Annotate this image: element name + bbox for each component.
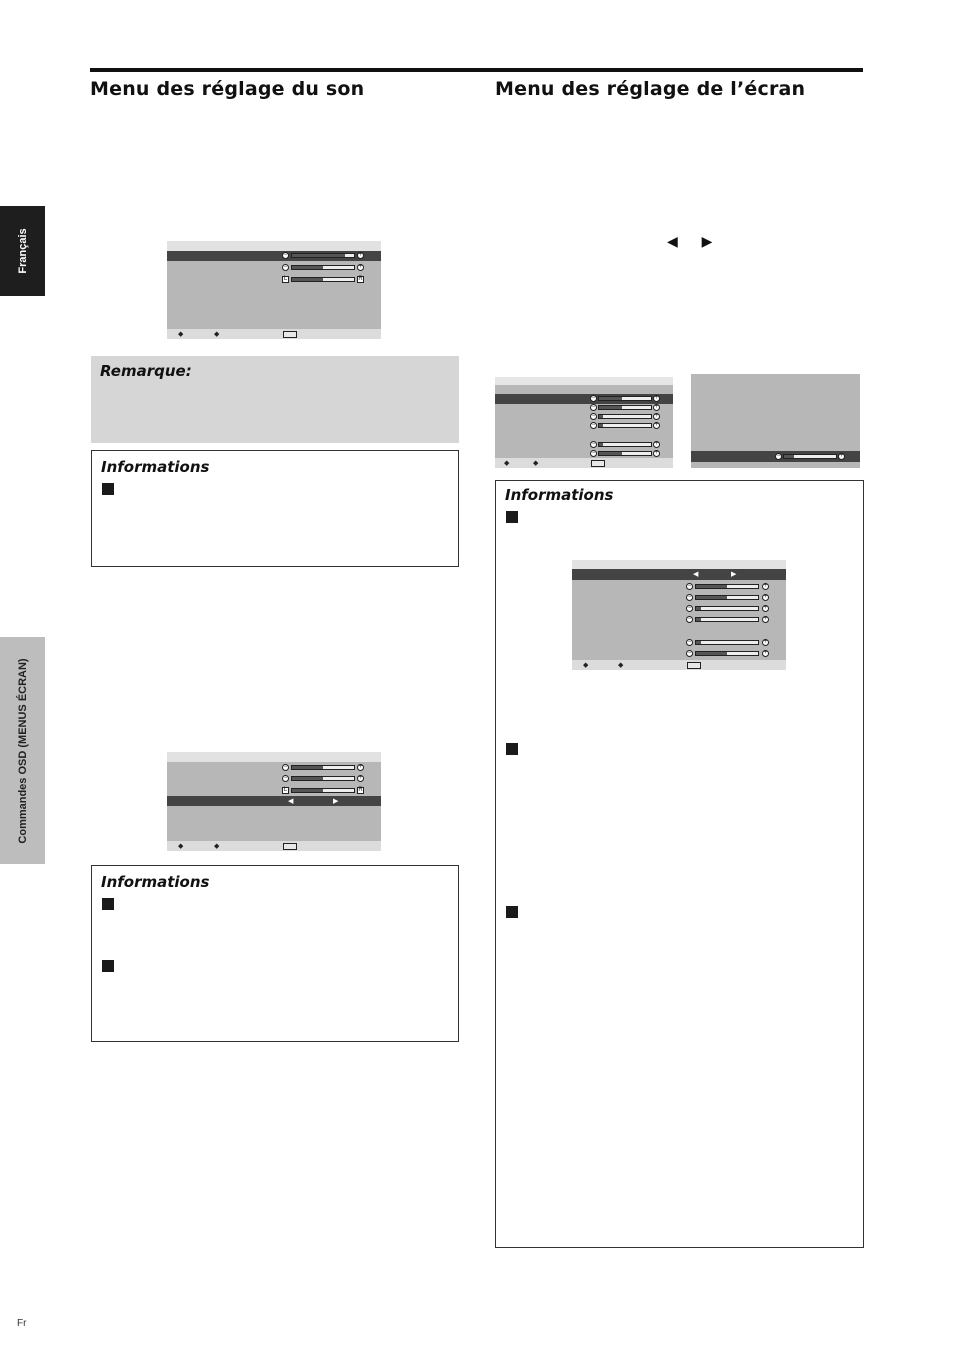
slider-bar[interactable] (291, 765, 355, 770)
info-box-3 (495, 480, 864, 1248)
plus-icon[interactable]: + (763, 583, 768, 589)
info-title: Informations (101, 873, 210, 891)
slider-fill (696, 618, 701, 621)
slider-fill (292, 766, 323, 769)
minus-icon[interactable]: − (283, 775, 288, 781)
plus-icon[interactable]: + (654, 450, 659, 456)
slider-bar[interactable] (291, 253, 355, 258)
osd-screen-menu-info (572, 560, 786, 670)
slider-fill (292, 254, 345, 257)
osd-selected-row (167, 796, 381, 806)
osd-footer (572, 660, 786, 670)
left-right-icon: ◆ (533, 460, 539, 467)
osd-screen-menu (495, 377, 673, 468)
info-box-1 (91, 450, 459, 567)
minus-icon[interactable]: − (283, 764, 288, 770)
slider-bar[interactable] (598, 396, 652, 401)
remarque-box (91, 356, 459, 443)
left-right-arrows-icon: ◀ ▶ (667, 233, 723, 249)
osd-footer (167, 841, 381, 851)
arrow-left-icon[interactable]: ◀ (288, 798, 294, 805)
top-rule (90, 68, 863, 72)
bullet-icon (506, 511, 518, 523)
bullet-icon (102, 960, 114, 972)
minus-icon[interactable]: − (687, 639, 692, 645)
plus-icon[interactable]: + (839, 453, 844, 459)
ok-button-icon (687, 662, 701, 669)
minus-icon[interactable]: − (591, 441, 596, 447)
plus-icon[interactable]: + (358, 264, 363, 270)
plus-icon[interactable]: + (358, 775, 363, 781)
right-mark: R (358, 787, 363, 793)
right-mark: R (358, 276, 363, 282)
page-lang-code: Fr (17, 1318, 27, 1329)
slider-bar[interactable] (598, 405, 652, 410)
bullet-icon (506, 906, 518, 918)
info-box-2 (91, 865, 459, 1042)
bullet-icon (506, 743, 518, 755)
slider-fill (599, 406, 622, 409)
slider-fill (599, 424, 603, 427)
minus-icon[interactable]: − (776, 453, 781, 459)
ok-button-icon (283, 843, 297, 850)
minus-icon[interactable]: − (283, 264, 288, 270)
slider-fill (696, 585, 727, 588)
plus-icon[interactable]: + (654, 404, 659, 410)
minus-icon[interactable]: − (283, 252, 288, 258)
plus-icon[interactable]: + (763, 594, 768, 600)
osd-footer (167, 329, 381, 339)
slider-bar[interactable] (695, 584, 759, 589)
plus-icon[interactable]: + (763, 650, 768, 656)
bullet-icon (102, 483, 114, 495)
slider-fill (292, 266, 323, 269)
slider-bar[interactable] (695, 595, 759, 600)
language-tab-label: Français (16, 228, 29, 274)
slider-fill (292, 789, 323, 792)
plus-icon[interactable]: + (654, 441, 659, 447)
osd-sound-menu (167, 241, 381, 339)
section-tab-label: Commandes OSD (MENUS ÉCRAN) (16, 657, 29, 844)
left-right-icon: ◆ (214, 331, 220, 338)
left-right-icon: ◆ (618, 662, 624, 669)
plus-icon[interactable]: + (763, 616, 768, 622)
slider-bar[interactable] (695, 606, 759, 611)
plus-icon[interactable]: + (358, 764, 363, 770)
up-down-icon: ◆ (504, 460, 510, 467)
arrow-left-icon[interactable]: ◀ (693, 571, 699, 578)
remarque-title: Remarque: (100, 362, 192, 380)
minus-icon[interactable]: − (687, 605, 692, 611)
minus-icon[interactable]: − (591, 395, 596, 401)
left-mark: L (283, 787, 288, 793)
slider-bar[interactable] (291, 265, 355, 270)
plus-icon[interactable]: + (654, 422, 659, 428)
heading-screen-menu: Menu des réglage de l’écran (495, 78, 806, 100)
slider-fill (696, 596, 727, 599)
slider-bar[interactable] (598, 423, 652, 428)
osd-sound-menu-2 (167, 752, 381, 851)
minus-icon[interactable]: − (591, 422, 596, 428)
osd-selected-row (572, 569, 786, 580)
plus-icon[interactable]: + (358, 252, 363, 258)
slider-fill (696, 652, 727, 655)
minus-icon[interactable]: − (591, 450, 596, 456)
plus-icon[interactable]: + (763, 605, 768, 611)
heading-sound-menu: Menu des réglage du son (90, 78, 365, 100)
slider-bar[interactable] (695, 640, 759, 645)
balance-bar[interactable] (291, 788, 355, 793)
ok-button-icon (591, 460, 605, 467)
left-right-icon: ◆ (214, 843, 220, 850)
minus-icon[interactable]: − (687, 650, 692, 656)
plus-icon[interactable]: + (654, 395, 659, 401)
plus-icon[interactable]: + (763, 639, 768, 645)
up-down-icon: ◆ (178, 843, 184, 850)
arrow-right-icon[interactable]: ▶ (731, 571, 737, 578)
slider-bar[interactable] (291, 776, 355, 781)
minus-icon[interactable]: − (591, 413, 596, 419)
slider-fill (292, 777, 323, 780)
slider-bar[interactable] (783, 454, 837, 459)
osd-header (495, 377, 673, 385)
slider-fill (292, 278, 323, 281)
slider-bar[interactable] (598, 442, 652, 447)
osd-header (572, 560, 786, 569)
info-title: Informations (101, 458, 210, 476)
slider-fill (599, 452, 622, 455)
bullet-icon (102, 898, 114, 910)
slider-bar[interactable] (695, 617, 759, 622)
osd-header (167, 241, 381, 251)
up-down-icon: ◆ (178, 331, 184, 338)
info-title: Informations (505, 486, 614, 504)
minus-icon[interactable]: − (687, 594, 692, 600)
minus-icon[interactable]: − (591, 404, 596, 410)
minus-icon[interactable]: − (687, 583, 692, 589)
minus-icon[interactable]: − (687, 616, 692, 622)
slider-bar[interactable] (695, 651, 759, 656)
ok-button-icon (283, 331, 297, 338)
osd-small-panel (691, 374, 860, 468)
language-tab[interactable] (0, 206, 45, 296)
up-down-icon: ◆ (583, 662, 589, 669)
balance-bar[interactable] (291, 277, 355, 282)
osd-header (167, 752, 381, 762)
slider-bar[interactable] (598, 414, 652, 419)
slider-fill (599, 397, 622, 400)
slider-fill (784, 455, 794, 458)
slider-fill (599, 443, 603, 446)
slider-fill (696, 641, 701, 644)
plus-icon[interactable]: + (654, 413, 659, 419)
osd-footer (495, 458, 673, 468)
arrow-right-icon[interactable]: ▶ (333, 798, 339, 805)
slider-fill (696, 607, 701, 610)
slider-bar[interactable] (598, 451, 652, 456)
section-tab[interactable] (0, 637, 45, 864)
left-mark: L (283, 276, 288, 282)
slider-fill (599, 415, 603, 418)
